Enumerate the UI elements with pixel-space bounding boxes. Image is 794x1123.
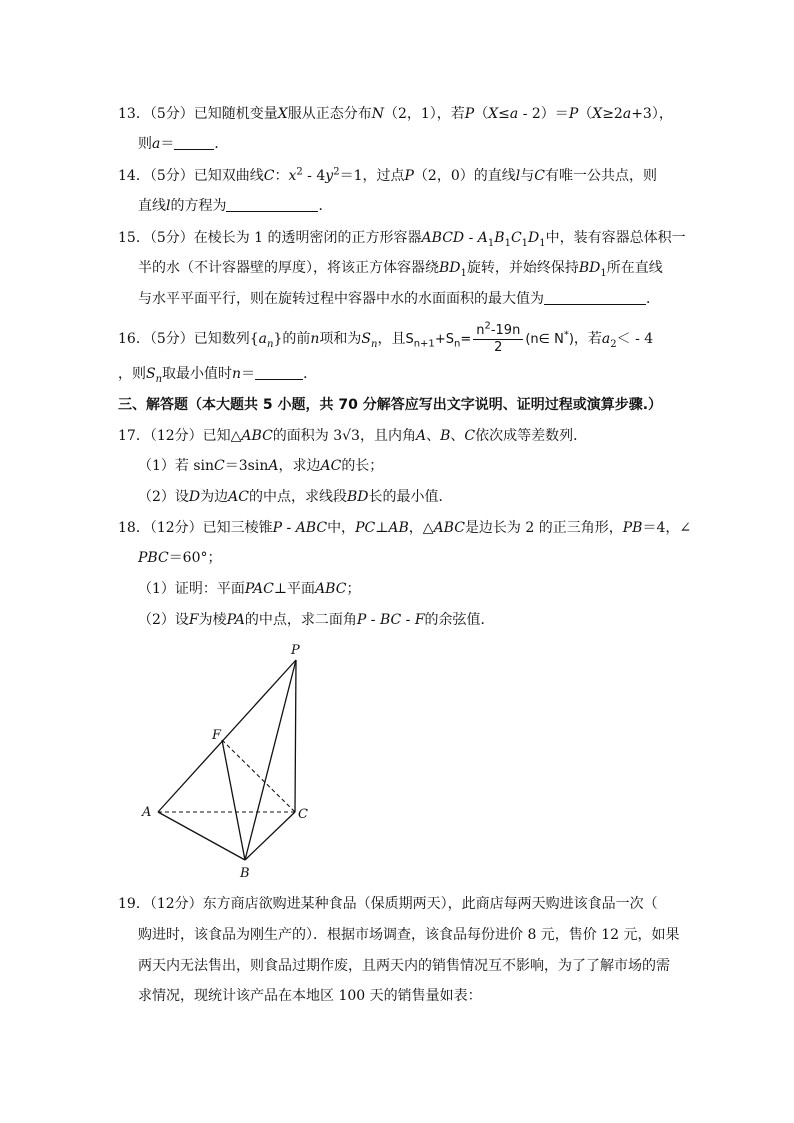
- q19-line1: 19．（12分）东方商店欲购进某种食品（保质期两天），此商店每两天购进该食品一次（: [118, 896, 658, 912]
- answer-blank[interactable]: [226, 197, 318, 212]
- label-P: P: [291, 643, 300, 658]
- edge-FC-hidden: [222, 740, 295, 812]
- q19-line3: 两天内无法售出，则食品过期作废，且两天内的销售情况互不影响，为了了解市场的需: [138, 958, 670, 974]
- q15-line2: 半的水（不计容器壁的厚度），将该正方体容器绕$BD_1$旋转，并始终保持$BD_1$所在直线: [138, 260, 663, 279]
- pyramid-figure: [130, 638, 340, 883]
- q17-part2: （2）设D为边AC的中点，求线段BD长的最小值．: [138, 489, 453, 505]
- answer-blank[interactable]: [544, 290, 646, 305]
- q17-line1: 17．（12分）已知△ABC的面积为 3√3，且内角A、B、C依次成等差数列．: [118, 428, 588, 444]
- edge-BC: [245, 812, 295, 860]
- q18-line2: PBC＝60°；: [138, 550, 222, 566]
- edge-FB: [222, 740, 245, 860]
- label-F: F: [212, 728, 222, 743]
- label-B: B: [240, 866, 250, 881]
- q19-line4: 求情况，现统计该产品在本地区 100 天的销售量如表：: [138, 988, 482, 1004]
- q14-line2: 直线l的方程为 ．: [138, 198, 333, 214]
- q16-line2: ，则$S_n$取最小值时n＝ ．: [118, 366, 318, 385]
- q16-equation: $S_{n+1}+S_n=$ $\frac{n^2-19n}{2}$ (n∈ N*): [405, 320, 574, 355]
- label-A: A: [142, 805, 152, 820]
- fraction: $\frac{n^2-19n}{2}$: [473, 323, 523, 356]
- q19-line2: 购进时，该食品为刚生产的）．根据市场调查，该食品每份进价 8 元，售价 12 元，如果: [138, 927, 680, 943]
- edge-PA: [158, 660, 296, 812]
- q15-line1: 15．（5分）在棱长为 1 的透明密闭的正方形容器ABCD - $A_1B_1C_1D_1$中，装有容器总体积一: [118, 230, 686, 249]
- q13-line2: 则a＝ ．: [138, 136, 229, 152]
- edge-PC: [295, 660, 296, 812]
- q17-part1: （1）若 sinC＝3sinA，求边AC的长；: [138, 458, 384, 474]
- q18-part1: （1）证明：平面PAC⊥平面ABC；: [138, 581, 361, 597]
- label-C: C: [298, 807, 308, 822]
- q14-line1: 14．（5分）已知双曲线C：$x^2 - 4y^2=1$，过点P（2，0）的直线l与C有唯一公共点，则: [118, 166, 657, 184]
- q18-part2: （2）设F为棱PA的中点，求二面角P - BC - F的余弦值．: [138, 612, 495, 628]
- edge-PB: [245, 660, 296, 860]
- section-heading: 三、解答题（本大题共 5 小题，共 70 分解答应写出文字说明、证明过程或演算步骤.）: [118, 397, 663, 413]
- q18-line1: 18．（12分）已知三棱锥P - ABC中，PC⊥AB，△ABC是边长为 2 的正三角形，PB＝4，∠: [118, 520, 692, 536]
- q15-line3: 与水平平面平行，则在旋转过程中容器中水的水面面积的最大值为 ．: [138, 291, 660, 307]
- q16-line1: 16．（5分）已知数列$\{a_n\}$的前n项和为$S_n$，且$S_{n+1}+S_n=$ $\frac{n^2-19n}{2}$ (n∈ N*)，若$a_2< - 4$: [118, 320, 654, 355]
- answer-blank[interactable]: [174, 135, 214, 150]
- edge-AB: [158, 812, 245, 860]
- answer-blank[interactable]: [255, 365, 303, 380]
- q13-line1: 13．（5分）已知随机变量X服从正态分布N（2，1），若P（X≤a - 2）＝P（X≥2a+3），: [118, 106, 673, 122]
